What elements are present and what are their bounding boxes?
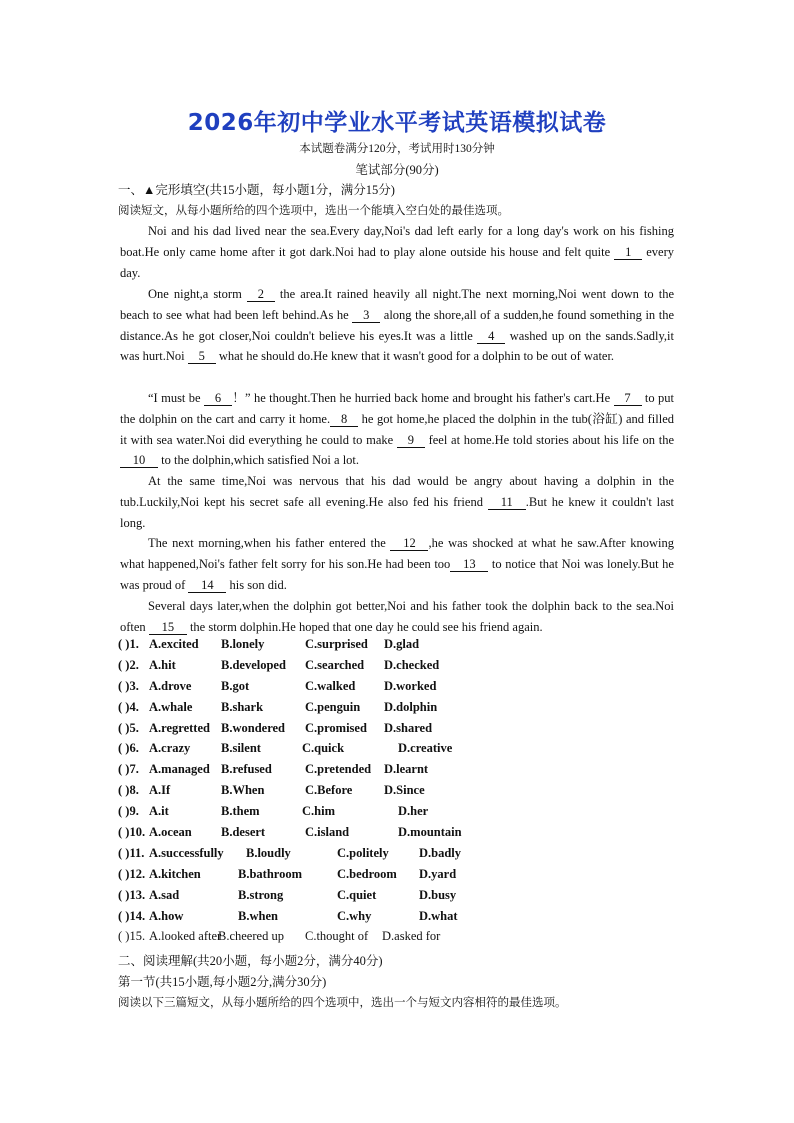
option-choice: D.learnt bbox=[384, 762, 429, 777]
option-choice: D.what bbox=[419, 908, 458, 923]
option-choice: C.bedroom bbox=[337, 866, 397, 881]
option-choice: B.developed bbox=[221, 657, 286, 672]
answer-blank: 1 bbox=[614, 245, 642, 260]
passage-text: The next morning,when his father entered the bbox=[148, 536, 391, 550]
option-choice: A.whale bbox=[149, 699, 193, 714]
option-choice: A.excited bbox=[149, 637, 199, 651]
option-choice: B.got bbox=[221, 678, 250, 693]
option-choice: C.why bbox=[337, 908, 372, 923]
passage-text: every day. bbox=[120, 244, 674, 280]
passage-text: ！” he thought.Then he hurried back home and brought his father's cart.He bbox=[232, 391, 614, 405]
option-choice: C.pretended bbox=[305, 762, 372, 777]
answer-blank: 14 bbox=[188, 578, 226, 593]
passage-text: the storm dolphin.He hoped that one day he could see his friend again. bbox=[186, 619, 543, 634]
option-choice: C.him bbox=[302, 804, 335, 819]
answer-blank: 13 bbox=[450, 557, 488, 572]
passage-text: feel at home.He told stories about his life on the bbox=[424, 432, 674, 447]
passage-text: along the shore,all of a sudden,he found something in the distance.As he got closer,Noi couldn't believe his eyes.It was a little bbox=[120, 307, 674, 343]
passage-text: Noi and his dad lived near the sea.Every day,Noi's dad left early for a long day's work on his fishing boat.He only came home after it got dark.Noi had to play alone outside his house and felt quite bbox=[120, 224, 674, 259]
option-choice: B.cheered up bbox=[218, 929, 284, 944]
passage-text: “I must be bbox=[148, 391, 204, 405]
exam-title: 2026年初中学业水平考试英语模拟试卷 bbox=[187, 110, 607, 136]
passage-text: what he should do.He knew that it wasn't good for a dolphin to be out of water. bbox=[215, 349, 615, 364]
passage-text: ,he was shocked at what he saw.After knowing what happened,Noi's father felt sorry for his son.He had been too bbox=[120, 536, 674, 571]
option-choice: A.If bbox=[149, 783, 171, 798]
option-choice: D.checked bbox=[384, 657, 440, 672]
passage-paragraph bbox=[120, 471, 674, 533]
option-choice: B.lonely bbox=[221, 637, 265, 651]
option-choice: A.sad bbox=[149, 887, 180, 902]
option-choice: B.shark bbox=[221, 699, 264, 714]
answer-blank: 3 bbox=[352, 308, 380, 323]
option-choice: C.politely bbox=[337, 845, 389, 860]
answer-blank: 9 bbox=[397, 433, 425, 448]
option-choice: C.penguin bbox=[305, 699, 361, 714]
passage-text: washed up on the sands.Sadly,it was hurt.Noi bbox=[120, 328, 674, 364]
answer-blank: 2 bbox=[247, 287, 275, 302]
option-choice: D.worked bbox=[384, 678, 437, 693]
option-choice: D.Since bbox=[384, 783, 425, 798]
question-number: ( )15. bbox=[118, 929, 146, 944]
section2-heading: 二、阅读理解(共20小题，每小题2分，满分40分) bbox=[118, 954, 383, 968]
question-number: ( )10. bbox=[118, 825, 146, 840]
option-choice: D.creative bbox=[398, 741, 453, 756]
option-choice: C.island bbox=[305, 825, 350, 840]
passage-text: to the dolphin,which satisfied Noi a lot. bbox=[158, 453, 360, 468]
option-choice: B.bathroom bbox=[238, 866, 303, 881]
answer-blank: 6 bbox=[204, 391, 232, 406]
option-choice: C.quick bbox=[302, 741, 345, 756]
question-number: ( )13. bbox=[118, 887, 146, 902]
option-choice: B.silent bbox=[221, 741, 261, 756]
option-choice: A.how bbox=[149, 908, 184, 923]
answer-blank: 4 bbox=[477, 329, 505, 344]
question-number: ( )9. bbox=[118, 804, 139, 819]
option-choice: A.regretted bbox=[149, 720, 210, 735]
answer-blank: 5 bbox=[188, 349, 216, 364]
passage-text: .But he knew it couldn't last long. bbox=[120, 494, 674, 530]
answer-blank: 15 bbox=[149, 620, 187, 635]
option-choice: C.surprised bbox=[305, 637, 368, 651]
option-choice: C.thought of bbox=[305, 929, 369, 944]
option-choice: A.looked after bbox=[149, 929, 222, 944]
passage-text: his son did. bbox=[226, 577, 287, 592]
option-choice: C.quiet bbox=[337, 887, 377, 902]
option-choice: A.drove bbox=[149, 678, 192, 693]
option-choice: C.Before bbox=[305, 783, 353, 798]
option-choice: D.dolphin bbox=[384, 699, 438, 714]
option-choice: D.asked for bbox=[382, 929, 441, 944]
answer-blank: 7 bbox=[614, 391, 642, 406]
question-number: ( )3. bbox=[118, 678, 139, 693]
option-choice: C.promised bbox=[305, 720, 367, 735]
option-choice: D.shared bbox=[384, 720, 433, 735]
option-choice: A.kitchen bbox=[149, 866, 201, 881]
question-number: ( )7. bbox=[118, 762, 139, 777]
question-number: ( )2. bbox=[118, 657, 139, 672]
passage-text: At the same time,Noi was nervous that his dad would be angry about having a dolphin in the tub.Luckily,Noi kept his secret safe all evening.He also fed his friend bbox=[120, 474, 674, 509]
option-choice: B.when bbox=[238, 908, 278, 923]
answer-blank: 8 bbox=[330, 412, 358, 427]
question-number: ( )11. bbox=[118, 845, 145, 860]
question-number: ( )12. bbox=[118, 866, 146, 881]
question-number: ( )6. bbox=[118, 741, 139, 756]
option-choice: D.yard bbox=[419, 866, 457, 881]
exam-subtitle: 本试题卷满分120分，考试用时130分钟 bbox=[299, 143, 495, 155]
passage-text: One night,a storm bbox=[148, 287, 247, 301]
option-choice: D.mountain bbox=[398, 825, 462, 840]
option-choice: D.her bbox=[398, 804, 429, 819]
passage-paragraph bbox=[120, 596, 674, 638]
option-choice: C.searched bbox=[305, 657, 365, 672]
option-choice: B.wondered bbox=[221, 720, 286, 735]
option-choice: B.them bbox=[221, 804, 260, 819]
option-choice: C.walked bbox=[305, 678, 356, 693]
option-choice: A.ocean bbox=[149, 825, 192, 840]
option-choice: B.loudly bbox=[246, 845, 291, 860]
question-number: ( )5. bbox=[118, 720, 139, 735]
question-number: ( )14. bbox=[118, 908, 146, 923]
passage-paragraph bbox=[120, 533, 674, 595]
option-choice: A.it bbox=[149, 804, 169, 819]
passage-text: he got home,he placed the dolphin in the tub(浴缸) and filled it with sea water.Noi did everything he could to make bbox=[120, 411, 674, 447]
option-choice: B.desert bbox=[221, 825, 266, 840]
section2-part1-heading: 第一节(共15小题,每小题2分,满分30分) bbox=[118, 975, 327, 989]
passage-text: the area.It rained heavily all night.The next morning,Noi went down to the beach to see what had been left behind.As he bbox=[120, 287, 675, 322]
option-choice: B.When bbox=[221, 783, 265, 798]
passage-text: to notice that Noi was lonely.But he was proud of bbox=[120, 556, 674, 592]
passage-paragraph bbox=[120, 388, 674, 471]
option-choice: B.refused bbox=[221, 762, 272, 777]
written-part-label: 笔试部分(90分) bbox=[355, 163, 439, 177]
answer-blank: 10 bbox=[120, 453, 158, 468]
option-choice: D.badly bbox=[419, 845, 462, 860]
option-choice: D.busy bbox=[419, 887, 457, 902]
option-choice: A.crazy bbox=[149, 741, 191, 756]
passage-paragraph bbox=[120, 221, 674, 283]
option-choice: A.hit bbox=[149, 657, 176, 672]
passage-paragraph bbox=[120, 284, 674, 367]
answer-blank: 11 bbox=[488, 495, 526, 510]
option-choice: B.strong bbox=[238, 887, 284, 902]
option-choice: A.managed bbox=[149, 762, 210, 777]
option-choice: D.glad bbox=[384, 637, 420, 651]
passage-text: Several days later,when the dolphin got better,Noi and his father took the dolphin back to the sea.Noi often bbox=[120, 599, 674, 634]
passage-text: to put the dolphin on the cart and carry it home. bbox=[120, 391, 675, 426]
section1-instruction: 阅读短文，从每小题所给的四个选项中，选出一个能填入空白处的最佳选项。 bbox=[118, 205, 509, 217]
section2-instruction: 阅读以下三篇短文，从每小题所给的四个选项中，选出一个与短文内容相符的最佳选项。 bbox=[118, 997, 567, 1009]
question-number: ( )1. bbox=[118, 637, 139, 651]
question-number: ( )4. bbox=[118, 699, 139, 714]
option-choice: A.successfully bbox=[149, 845, 224, 860]
answer-blank: 12 bbox=[390, 536, 428, 551]
section1-heading: 一、▲完形填空(共15小题，每小题1分，满分15分) bbox=[118, 183, 395, 197]
question-number: ( )8. bbox=[118, 783, 139, 798]
